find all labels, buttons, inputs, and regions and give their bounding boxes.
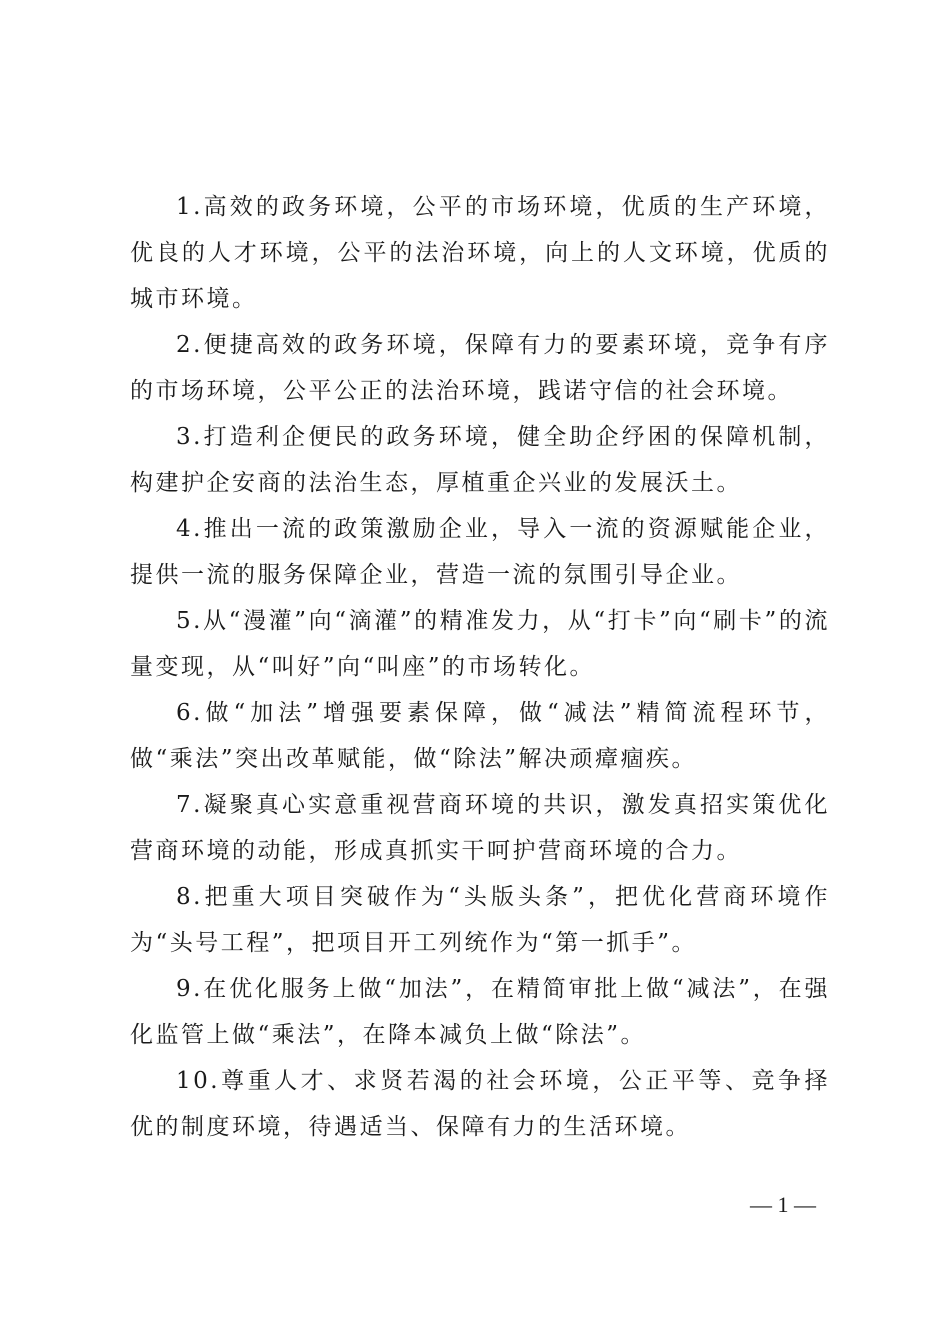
paragraph-1: 1.高效的政务环境，公平的市场环境，优质的生产环境，优良的人才环境，公平的法治环境，向上的人文环境，优质的城市环境。 [130, 194, 830, 312]
paragraph-9: 9.在优化服务上做“加法”，在精简审批上做“减法”，在强化监管上做“乘法”，在降本减负上做“除法”。 [130, 976, 830, 1048]
paragraph-10: 10.尊重人才、求贤若渴的社会环境，公正平等、竞争择优的制度环境，待遇适当、保障有力的生活环境。 [130, 1068, 830, 1140]
page-number: — 1 — [750, 1192, 816, 1217]
paragraph-2: 2.便捷高效的政务环境，保障有力的要素环境，竞争有序的市场环境，公平公正的法治环境，践诺守信的社会环境。 [130, 332, 830, 404]
paragraph-4: 4.推出一流的政策激励企业，导入一流的资源赋能企业，提供一流的服务保障企业，营造一流的氛围引导企业。 [130, 516, 830, 588]
paragraph-7: 7.凝聚真心实意重视营商环境的共识，激发真招实策优化营商环境的动能，形成真抓实干呵护营商环境的合力。 [130, 792, 830, 864]
paragraph-3: 3.打造利企便民的政务环境，健全助企纾困的保障机制，构建护企安商的法治生态，厚植重企兴业的发展沃土。 [130, 424, 830, 496]
paragraph-6: 6.做“加法”增强要素保障，做“减法”精简流程环节，做“乘法”突出改革赋能，做“除法”解决顽瘴痼疾。 [130, 700, 830, 772]
paragraph-8: 8.把重大项目突破作为“头版头条”，把优化营商环境作为“头号工程”，把项目开工列统作为“第一抓手”。 [130, 884, 830, 956]
document-body [130, 184, 830, 1150]
paragraph-5: 5.从“漫灌”向“滴灌”的精准发力，从“打卡”向“刷卡”的流量变现，从“叫好”向“叫座”的市场转化。 [130, 608, 830, 680]
